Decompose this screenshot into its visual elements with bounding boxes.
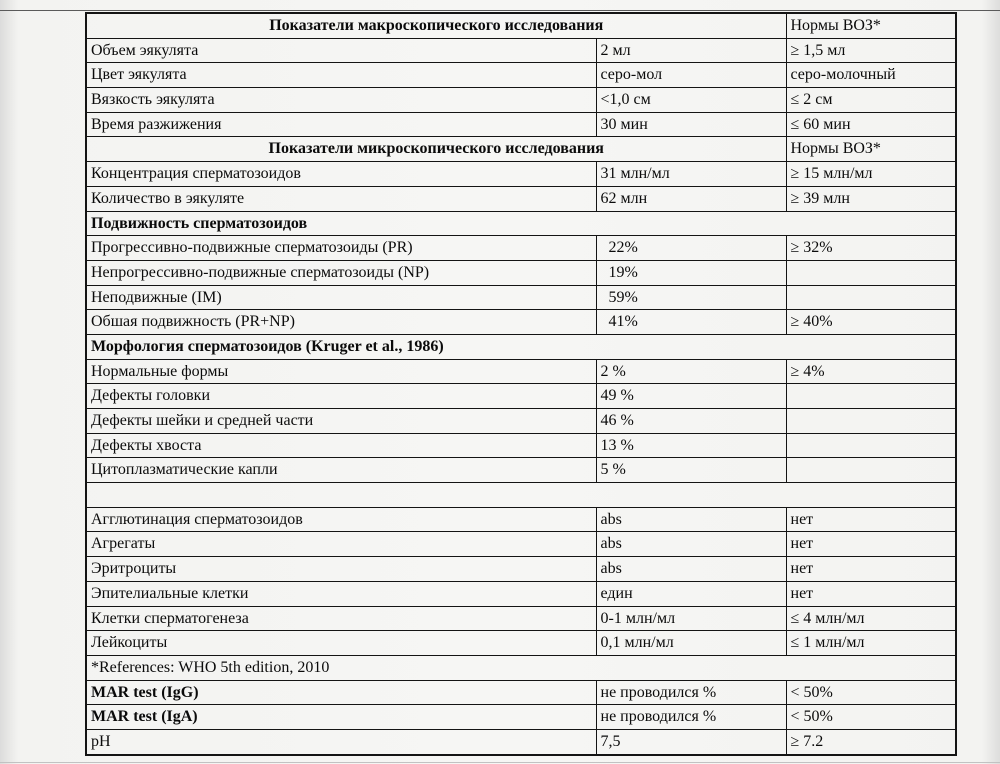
param-cell: Лейкоциты <box>86 631 596 656</box>
value-cell: не проводился % <box>596 705 786 730</box>
value-cell: abs <box>596 557 786 582</box>
row-viscosity <box>86 88 956 113</box>
row-mar-iga <box>86 705 956 730</box>
value-cell: 30 мин <box>596 112 786 137</box>
norm-cell <box>786 384 956 409</box>
param-cell: Концентрация сперматозоидов <box>86 162 596 187</box>
row-leukocytes <box>86 631 956 656</box>
value-cell: един <box>596 581 786 606</box>
value-cell: не проводился % <box>596 680 786 705</box>
norm-cell: ≤ 2 см <box>786 88 956 113</box>
param-cell: Цвет эякулята <box>86 63 596 88</box>
row-tail-defects <box>86 433 956 458</box>
value-cell: 49 % <box>596 384 786 409</box>
row-micro-header <box>86 137 956 162</box>
norm-cell: нет <box>786 507 956 532</box>
spacer-row <box>86 483 956 508</box>
param-cell: Прогрессивно-подвижные сперматозоиды (PR) <box>86 236 596 261</box>
param-cell: Цитоплазматические капли <box>86 458 596 483</box>
row-macro-header <box>86 13 956 38</box>
value-cell: 19% <box>596 260 786 285</box>
norm-cell: нет <box>786 532 956 557</box>
value-cell: abs <box>596 507 786 532</box>
norm-cell: ≥ 39 млн <box>786 186 956 211</box>
norm-cell: < 50% <box>786 705 956 730</box>
row-volume <box>86 38 956 63</box>
param-cell: Обшая подвижность (PR+NP) <box>86 310 596 335</box>
value-cell: 0-1 млн/мл <box>596 606 786 631</box>
references-note: *References: WHO 5th edition, 2010 <box>86 655 956 680</box>
row-normal-forms <box>86 359 956 384</box>
row-motility-section <box>86 211 956 236</box>
norm-header-cell: Нормы ВОЗ* <box>786 137 956 162</box>
param-cell: Неподвижные (IM) <box>86 285 596 310</box>
param-cell: Агрегаты <box>86 532 596 557</box>
row-agglutination <box>86 507 956 532</box>
norm-cell: ≥ 7.2 <box>786 729 956 754</box>
norm-cell <box>786 458 956 483</box>
row-concentration <box>86 162 956 187</box>
param-cell: MAR test (IgG) <box>86 680 596 705</box>
row-spermatogenesis-cells <box>86 606 956 631</box>
row-liquefaction <box>86 112 956 137</box>
norm-cell <box>786 409 956 434</box>
value-cell: 5 % <box>596 458 786 483</box>
row-epithelial-cells <box>86 581 956 606</box>
value-cell: 2 мл <box>596 38 786 63</box>
row-total-motility <box>86 310 956 335</box>
param-cell: Дефекты головки <box>86 384 596 409</box>
norm-cell <box>786 433 956 458</box>
section-title: Подвижность сперматозоидов <box>86 211 956 236</box>
section-title: Морфология сперматозоидов (Kruger et al., 1986) <box>86 334 956 359</box>
page-top-edge-line <box>0 10 1000 11</box>
semen-analysis-table <box>85 12 957 756</box>
section-title: Показатели микроскопического исследования <box>86 137 786 162</box>
norm-cell: ≤ 1 млн/мл <box>786 631 956 656</box>
row-color <box>86 63 956 88</box>
value-cell: 13 % <box>596 433 786 458</box>
norm-cell: нет <box>786 557 956 582</box>
value-cell: <1,0 см <box>596 88 786 113</box>
value-cell: 22% <box>596 236 786 261</box>
section-title: Показатели макроскопического исследования <box>86 13 786 38</box>
param-cell: Клетки сперматогенеза <box>86 606 596 631</box>
param-cell: Количество в эякуляте <box>86 186 596 211</box>
row-neck-defects <box>86 409 956 434</box>
value-cell: 7,5 <box>596 729 786 754</box>
row-ph <box>86 729 956 754</box>
norm-cell: ≤ 4 млн/мл <box>786 606 956 631</box>
norm-cell: нет <box>786 581 956 606</box>
value-cell: 62 млн <box>596 186 786 211</box>
param-cell: Объем эякулята <box>86 38 596 63</box>
row-morphology-section <box>86 334 956 359</box>
value-cell: 41% <box>596 310 786 335</box>
param-cell: Эпителиальные клетки <box>86 581 596 606</box>
value-cell: 46 % <box>596 409 786 434</box>
param-cell: Нормальные формы <box>86 359 596 384</box>
param-cell: Дефекты хвоста <box>86 433 596 458</box>
param-cell: Эритроциты <box>86 557 596 582</box>
row-mar-igg <box>86 680 956 705</box>
norm-cell: ≥ 40% <box>786 310 956 335</box>
row-head-defects <box>86 384 956 409</box>
row-aggregates <box>86 532 956 557</box>
value-cell: серо-мол <box>596 63 786 88</box>
value-cell: 2 % <box>596 359 786 384</box>
value-cell: abs <box>596 532 786 557</box>
empty-cell <box>86 483 956 508</box>
param-cell: Время разжижения <box>86 112 596 137</box>
value-cell: 59% <box>596 285 786 310</box>
param-cell: MAR test (IgA) <box>86 705 596 730</box>
row-non-progressive <box>86 260 956 285</box>
row-total-count <box>86 186 956 211</box>
norm-cell: ≥ 1,5 мл <box>786 38 956 63</box>
value-cell: 31 млн/мл <box>596 162 786 187</box>
norm-cell <box>786 285 956 310</box>
row-immotile <box>86 285 956 310</box>
norm-cell: ≤ 60 мин <box>786 112 956 137</box>
row-cytoplasmic-droplets <box>86 458 956 483</box>
param-cell: Непрогрессивно-подвижные сперматозоиды (NP) <box>86 260 596 285</box>
row-erythrocytes <box>86 557 956 582</box>
param-cell: Агглютинация сперматозоидов <box>86 507 596 532</box>
row-progressive <box>86 236 956 261</box>
norm-cell: ≥ 15 млн/мл <box>786 162 956 187</box>
value-cell: 0,1 млн/мл <box>596 631 786 656</box>
row-references <box>86 655 956 680</box>
norm-header-cell: Нормы ВОЗ* <box>786 13 956 38</box>
param-cell: Вязкость эякулята <box>86 88 596 113</box>
param-cell: Дефекты шейки и средней части <box>86 409 596 434</box>
param-cell: pH <box>86 729 596 754</box>
norm-cell <box>786 260 956 285</box>
norm-cell: ≥ 32% <box>786 236 956 261</box>
norm-cell: ≥ 4% <box>786 359 956 384</box>
norm-cell: серо-молочный <box>786 63 956 88</box>
page-bottom-edge-line <box>0 762 1000 763</box>
norm-cell: < 50% <box>786 680 956 705</box>
